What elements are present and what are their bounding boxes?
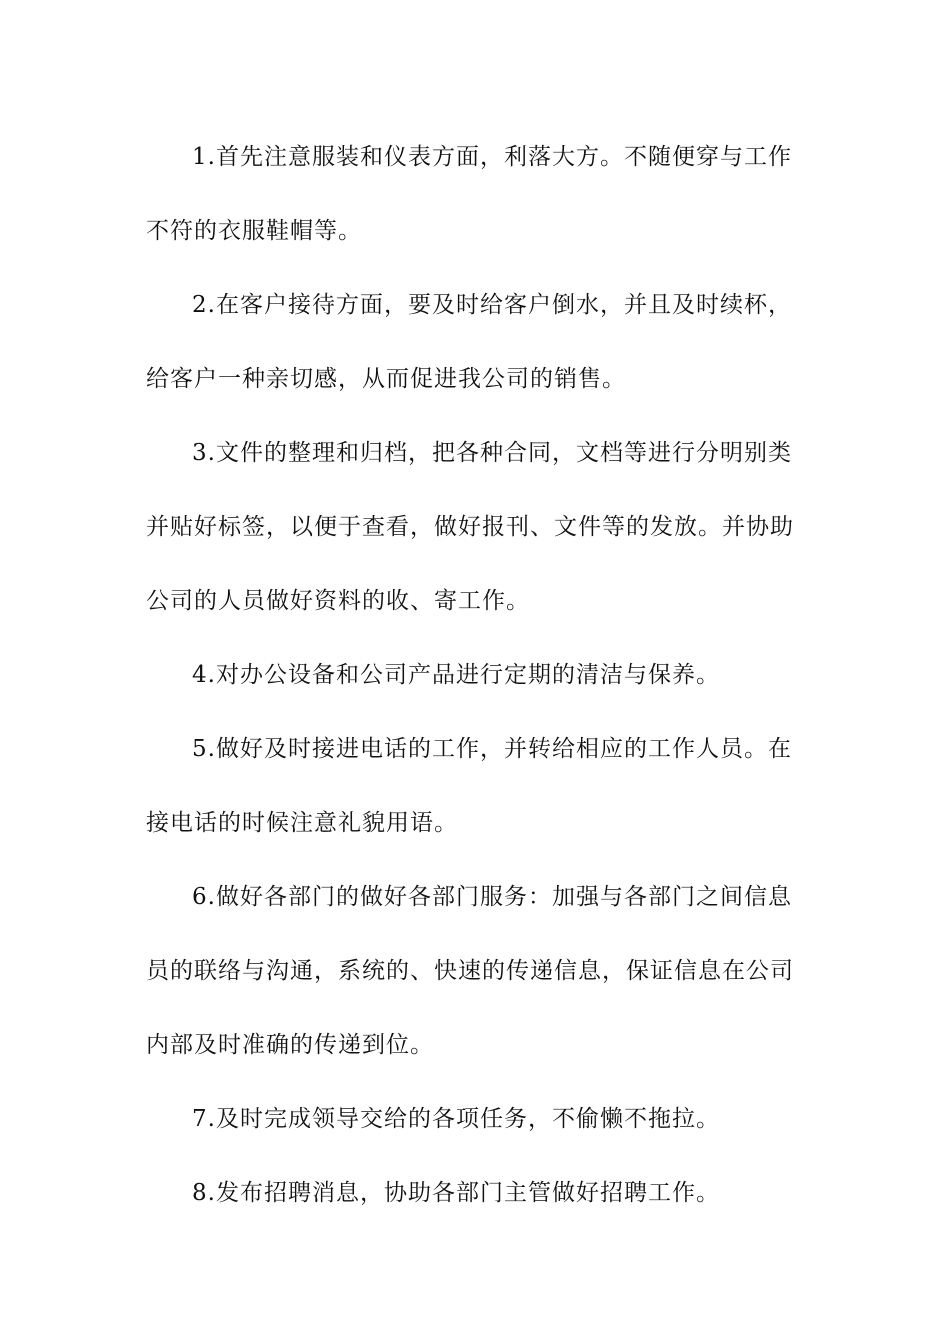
item-5-line-2: 接电话的时候注意礼貌用语。 bbox=[146, 810, 458, 836]
item-8-line-1: 8.发布招聘消息，协助各部门主管做好招聘工作。 bbox=[192, 1180, 720, 1206]
item-2-line-1: 2.在客户接待方面，要及时给客户倒水，并且及时续杯， bbox=[192, 292, 792, 318]
item-3-line-3: 公司的人员做好资料的收、寄工作。 bbox=[146, 588, 530, 614]
document-body bbox=[146, 120, 806, 1230]
item-1-line-1: 1.首先注意服装和仪表方面，利落大方。不随便穿与工作 bbox=[192, 144, 792, 170]
item-6-line-2: 员的联络与沟通，系统的、快速的传递信息，保证信息在公司 bbox=[146, 958, 794, 984]
item-7-line-1: 7.及时完成领导交给的各项任务，不偷懒不拖拉。 bbox=[192, 1106, 720, 1132]
item-3-line-2: 并贴好标签，以便于查看，做好报刊、文件等的发放。并协助 bbox=[146, 514, 794, 540]
item-6-line-3: 内部及时准确的传递到位。 bbox=[146, 1032, 434, 1058]
item-6-line-1: 6.做好各部门的做好各部门服务：加强与各部门之间信息 bbox=[192, 884, 792, 910]
item-1-line-2: 不符的衣服鞋帽等。 bbox=[146, 218, 362, 244]
item-3-line-1: 3.文件的整理和归档，把各种合同，文档等进行分明别类 bbox=[192, 440, 792, 466]
item-4-line-1: 4.对办公设备和公司产品进行定期的清洁与保养。 bbox=[192, 662, 720, 688]
item-2-line-2: 给客户一种亲切感，从而促进我公司的销售。 bbox=[146, 366, 626, 392]
item-5-line-1: 5.做好及时接进电话的工作，并转给相应的工作人员。在 bbox=[192, 736, 792, 762]
